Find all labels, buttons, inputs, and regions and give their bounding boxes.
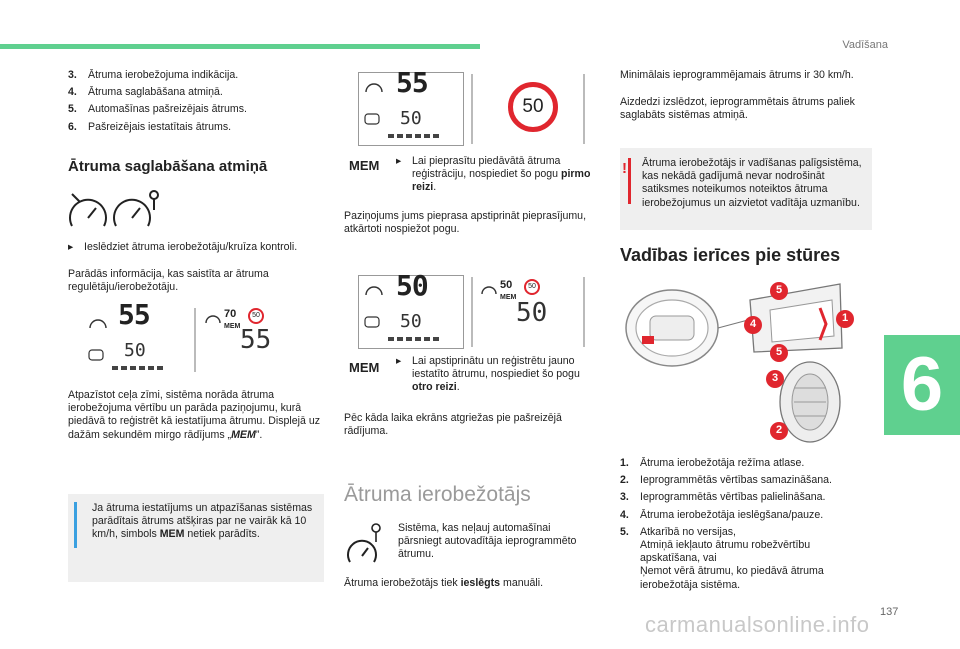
speed-sign: 50 bbox=[508, 82, 558, 132]
warning-box bbox=[620, 148, 872, 230]
display-legend-list bbox=[68, 69, 328, 138]
current-speed-value: 50 bbox=[124, 340, 146, 361]
callout-3: 3 bbox=[766, 370, 784, 388]
heading-steering-controls: Vadības ierīces pie stūres bbox=[620, 245, 841, 265]
control-stalk-icon bbox=[750, 284, 842, 352]
list-item: 5. Atkarībā no versijas, Atmiņā iekļauto ātrumu robežvērtību apskatīšana, vai Ņemot vērā ātrumu, ko piedāvā ātruma ierobežotāja sistēma. bbox=[620, 525, 824, 591]
current-speed-value: 50 bbox=[400, 311, 422, 332]
list-item: 3. Ieprogrammētās vērtības palielināšana. bbox=[620, 491, 826, 504]
step-second-press: ▸ Lai apstiprinātu un reģistrētu jauno iestatīto ātrumu, nospiediet šo pogu otro reizi. bbox=[396, 355, 580, 394]
callout-2: 2 bbox=[770, 422, 788, 440]
speed-steps bbox=[388, 337, 439, 341]
info-bar bbox=[74, 502, 77, 548]
limiter-status-icon bbox=[362, 78, 386, 128]
sign-icon-small: 50 bbox=[248, 308, 264, 324]
speed-steps bbox=[112, 366, 163, 370]
gauge-small-icon bbox=[204, 310, 222, 326]
para-min-speed: Minimālais ieprogrammējamais ātrums ir 30 km/h. bbox=[620, 69, 854, 81]
steering-wheel-icon bbox=[626, 290, 718, 366]
callout-5: 5 bbox=[770, 282, 788, 300]
para-confirm-request: Paziņojums jums pieprasa apstiprināt pieprasījumu, atkārtoti nospiežot pogu. bbox=[344, 210, 587, 236]
proposed-speed: 50 bbox=[500, 279, 513, 291]
callout-1: 1 bbox=[836, 310, 854, 328]
speed-readout: 55 bbox=[240, 325, 272, 355]
speed-gauge-icon bbox=[114, 191, 158, 226]
para-screen-returns: Pēc kāda laika ekrāns atgriežas pie pašreizējā rādījuma. bbox=[344, 412, 562, 438]
list-item: 4. Ātruma ierobežotāja ieslēgšana/pauze. bbox=[620, 508, 824, 521]
controls-legend-list bbox=[620, 457, 870, 596]
callout-5b: 5 bbox=[770, 344, 788, 362]
warning-text: Ātruma ierobežotājs ir vadīšanas palīgsistēma, kas nekādā gadījumā nevar nodrošināt satiksmes noteikumos noteiktos ātruma ierobežojumus un aizvietot vadītāja uzmanību. bbox=[642, 157, 862, 209]
mem-badge: MEM bbox=[224, 323, 241, 330]
callout-4: 4 bbox=[744, 316, 762, 334]
heading-speed-memory: Ātruma saglabāšana atmiņā bbox=[68, 158, 268, 175]
watermark: carmanualsonline.info bbox=[645, 612, 870, 637]
steering-wheel-drawing bbox=[620, 280, 870, 450]
info-box bbox=[68, 494, 324, 582]
para-info-shown: Parādās informācija, kas saistīta ar ātruma regulētāju/ierobežotāju. bbox=[68, 268, 269, 294]
limiter-status-icon bbox=[362, 281, 386, 331]
instrument-display-2 bbox=[346, 66, 586, 148]
heading-speed-limiter: Ātruma ierobežotājs bbox=[344, 483, 531, 506]
bullet-enable: ▸ Ieslēdziet ātruma ierobežotāju/kruīza kontroli. bbox=[68, 241, 298, 253]
chapter-number: 6 bbox=[900, 342, 944, 427]
set-speed-value: 55 bbox=[118, 298, 150, 331]
list-item: 3. Ātruma ierobežojuma indikācija. bbox=[68, 69, 239, 81]
sign-icon-small: 50 bbox=[524, 279, 540, 295]
para-memory-kept: Aizdedzi izslēdzot, ieprogrammētais ātrums paliek saglabāts sistēmas atmiņā. bbox=[620, 96, 855, 122]
proposed-speed: 70 bbox=[224, 308, 237, 320]
header-accent-bar bbox=[0, 44, 480, 49]
set-speed-value: 55 bbox=[396, 66, 428, 99]
current-speed-value: 50 bbox=[400, 108, 422, 129]
speedometer-icons bbox=[64, 188, 164, 232]
stalk-wheel-icon bbox=[780, 362, 840, 442]
step-first-press: ▸ Lai pieprasītu piedāvātā ātruma reģistrāciju, nospiediet šo pogu pirmo reizi. bbox=[396, 155, 591, 194]
speed-limiter-icon bbox=[346, 522, 382, 566]
section-title: Vadīšana bbox=[842, 39, 888, 51]
gauge-small-icon bbox=[480, 281, 498, 297]
set-speed-value: 50 bbox=[396, 269, 428, 302]
para-limiter-intro: Sistēma, kas neļauj automašīnai pārsniegt autovadītāja ieprogrammēto ātrumu. bbox=[398, 522, 577, 561]
speed-steps bbox=[388, 134, 439, 138]
instrument-display-1 bbox=[82, 298, 312, 374]
instrument-display-3 bbox=[346, 269, 586, 351]
para-manual-activation: Ātruma ierobežotājs tiek ieslēgts manuāli. bbox=[344, 577, 544, 589]
para-sign-recognition: Atpazīstot ceļa zīmi, sistēma norāda ātruma ierobežojuma vērtību un parāda paziņojumu, kurā piedāvā to reģistrēt kā iestatījuma ātrumu. Displejā uz dažām sekundēm mirgo rādījums „MEM”. bbox=[68, 389, 321, 441]
list-item: 1. Ātruma ierobežotāja režīma atlase. bbox=[620, 457, 805, 469]
limiter-status-icon bbox=[86, 314, 110, 364]
limiter-hand-icon bbox=[70, 194, 106, 226]
mem-button-label: MEM bbox=[349, 158, 380, 173]
warning-bar bbox=[628, 158, 631, 204]
list-item: 4. Ātruma saglabāšana atmiņā. bbox=[68, 86, 223, 99]
list-item: 6. Pašreizējais iestatītais ātrums. bbox=[68, 120, 232, 133]
list-item: 2. Ieprogrammētās vērtības samazināšana. bbox=[620, 474, 832, 487]
mem-button-label-2: MEM bbox=[349, 360, 380, 375]
mem-badge: MEM bbox=[500, 294, 517, 301]
page-number: 137 bbox=[880, 606, 899, 618]
steering-controls-illustration bbox=[620, 280, 870, 450]
warning-icon: ! bbox=[622, 160, 627, 177]
list-item: 5. Automašīnas pašreizējais ātrums. bbox=[68, 103, 247, 116]
info-text: Ja ātruma iestatījums un atpazīšanas sistēmas parādītais ātrums atšķiras par ne vairāk kā 10 km/h, simbols MEM netiek parādīts. bbox=[92, 502, 313, 541]
speed-readout: 50 bbox=[516, 298, 548, 328]
